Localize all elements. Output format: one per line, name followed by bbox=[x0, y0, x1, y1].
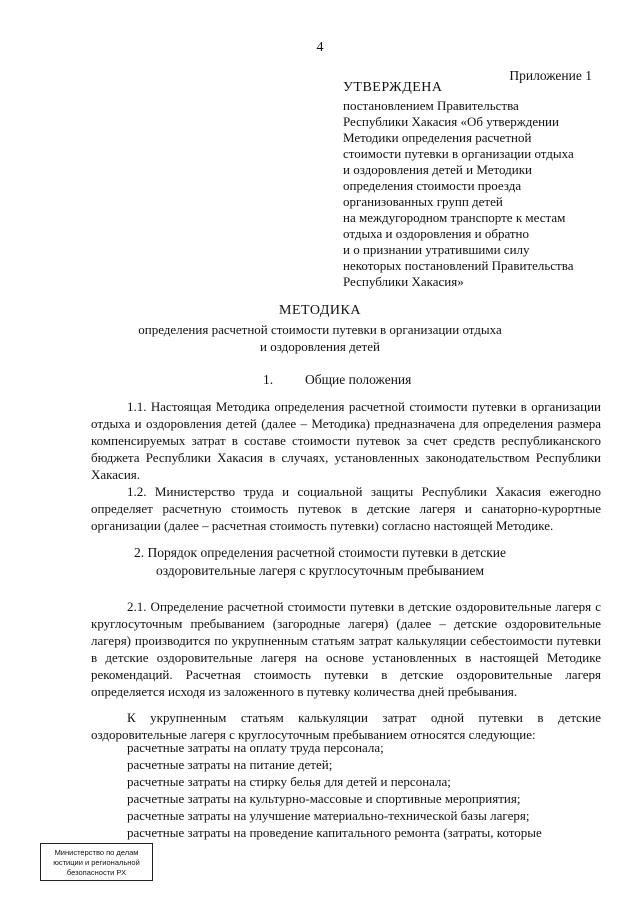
list-item: расчетные затраты на стирку белья для детей и персонала; bbox=[127, 774, 451, 789]
approval-line: стоимости путевки в организации отдыха bbox=[343, 146, 574, 161]
approval-line: некоторых постановлений Правительства bbox=[343, 258, 574, 273]
document-subtitle-line: определения расчетной стоимости путевки в организации отдыха bbox=[138, 322, 502, 337]
document-subtitle-line: и оздоровления детей bbox=[260, 339, 380, 354]
section-1-number: 1. bbox=[263, 372, 274, 387]
paragraph-2-1-text: 2.1. Определение расчетной стоимости путевки в детские оздоровительные лагеря с круглосуточным пребыванием (загородные лагеря) (далее – детские оздоровительные лагеря) производится по укрупненным статьям затрат калькуляции себестоимости путевки в детские оздоровительные лагеря на основе установленных в настоящей Методике рекомендаций. Расчетная стоимость путевки в детские оздоровительные лагеря определяется исходя из заложенного в путевку количества дней пребывания. bbox=[91, 599, 601, 699]
list-item: расчетные затраты на улучшение материально-технической базы лагеря; bbox=[127, 808, 530, 823]
paragraph-2-1-intro bbox=[91, 709, 601, 743]
approval-line: Республики Хакасия «Об утверждении bbox=[343, 114, 559, 129]
approval-line: Методики определения расчетной bbox=[343, 130, 532, 145]
approval-line: и о признании утратившими силу bbox=[343, 242, 530, 257]
list-item: расчетные затраты на культурно-массовые и спортивные мероприятия; bbox=[127, 791, 521, 806]
document-subtitle bbox=[0, 321, 640, 355]
paragraph-1-1 bbox=[91, 398, 601, 483]
approval-title: УТВЕРЖДЕНА bbox=[343, 80, 443, 95]
list-item: расчетные затраты на питание детей; bbox=[127, 757, 333, 772]
approval-block bbox=[343, 80, 603, 290]
document-title: МЕТОДИКА bbox=[279, 303, 361, 318]
approval-line: Республики Хакасия» bbox=[343, 274, 464, 289]
approval-line: и оздоровления детей и Методики bbox=[343, 162, 532, 177]
approval-line: на междугородном транспорте к местам bbox=[343, 210, 566, 225]
paragraph-2-1 bbox=[91, 598, 601, 700]
paragraph-2-1-intro-text: К укрупненным статьям калькуляции затрат одной путевки в детские оздоровительные лагеря с круглосуточным пребыванием относятся следующие: bbox=[91, 710, 601, 742]
section-1-title: Общие положения bbox=[305, 372, 412, 387]
paragraph-1-2-text: 1.2. Министерство труда и социальной защиты Республики Хакасия ежегодно определяет расчетную стоимость путевок в детские лагеря и санаторно-курортные организации (далее – расчетная стоимость путевки) согласно настоящей Методике. bbox=[91, 484, 601, 533]
section-2-title-line: оздоровительные лагеря с круглосуточным пребыванием bbox=[155, 563, 485, 578]
paragraph-1-1-text: 1.1. Настоящая Методика определения расчетной стоимости путевки в организации отдыха и оздоровления детей (далее – Методика) предназначена для определения размера компенсируемых затрат в составе стоимости путевок за счет средств республиканского бюджета Республики Хакасия в случаях, установленных законодательством Республики Хакасия. bbox=[91, 399, 601, 482]
appendix-label: Приложение 1 bbox=[509, 68, 592, 83]
page-number: 4 bbox=[316, 40, 324, 55]
list-item: расчетные затраты на оплату труда персонала; bbox=[127, 740, 384, 755]
stamp-line: безопасности РХ bbox=[66, 868, 127, 877]
stamp-line: Министерство по делам bbox=[54, 848, 139, 857]
section-2-heading bbox=[0, 544, 640, 580]
approval-line: организованных групп детей bbox=[343, 194, 503, 209]
section-2-title-line: 2. Порядок определения расчетной стоимости путевки в детские bbox=[133, 545, 507, 560]
paragraph-1-2 bbox=[91, 483, 601, 534]
approval-line: отдыха и оздоровления и обратно bbox=[343, 226, 530, 241]
list-item: расчетные затраты на проведение капитального ремонта (затраты, которые bbox=[127, 825, 542, 840]
approval-line: постановлением Правительства bbox=[343, 98, 519, 113]
ministry-stamp bbox=[40, 843, 153, 881]
stamp-line: юстиции и региональной bbox=[53, 858, 140, 867]
approval-line: определения стоимости проезда bbox=[343, 178, 522, 193]
